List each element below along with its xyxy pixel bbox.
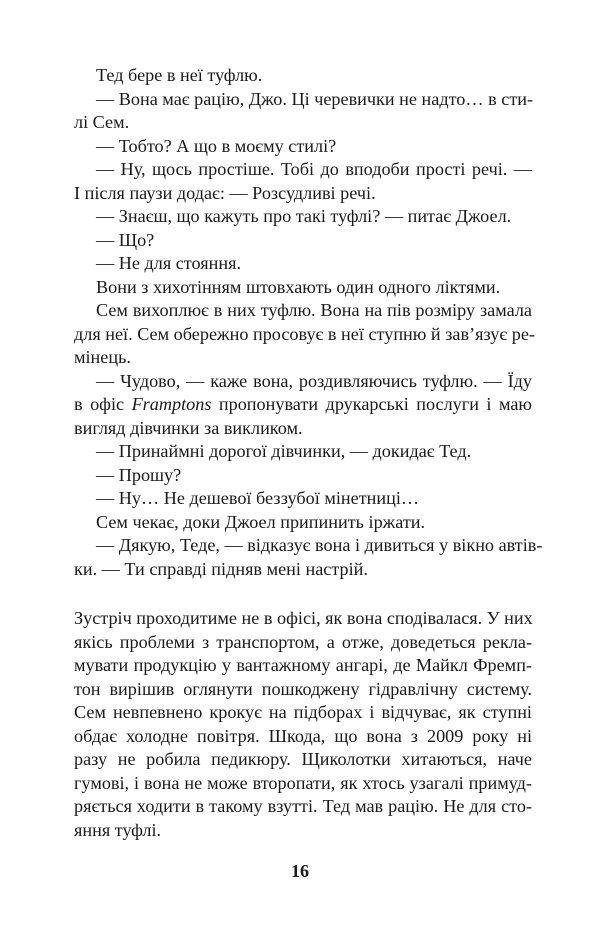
text-line: — Ну, щось простіше. Тобі до вподоби прості речі. — bbox=[96, 159, 532, 179]
text-segment: пропонувати друкарські послуги і маю bbox=[211, 394, 533, 414]
text-line: Сем вихоплює в них туфлю. Вона на пів розміру замала bbox=[96, 300, 532, 320]
text-line: вигляд дівчинки за викликом. bbox=[74, 417, 303, 438]
text-line: обдає холодне повітря. Шкода, що вона з 2009 року ні bbox=[74, 725, 532, 746]
italic-title: Framptons bbox=[131, 394, 212, 414]
text-line: Тед бере в неї туфлю. bbox=[96, 65, 263, 85]
text-line: яння туфлі. bbox=[74, 819, 162, 840]
text-line: гумові, і вона не може второпати, як хтось узагалі примуд- bbox=[74, 772, 532, 793]
dialogue-section bbox=[74, 64, 543, 581]
text-line: — Що? bbox=[96, 229, 155, 250]
text-line: — Принаймні дорогої дівчинки, — докидає Тед. bbox=[96, 441, 472, 461]
text-segment: в офіс bbox=[74, 394, 132, 414]
text-line: тон вирішив оглянути пошкоджену гідравлічну систему. bbox=[74, 678, 532, 699]
section-gap bbox=[74, 581, 532, 607]
text-line: мувати продукцію у вантажному ангарі, де Майкл Фремп- bbox=[74, 655, 532, 675]
text-line: Сем невпевнено крокує на підборах і відчуває, як ступні bbox=[74, 702, 532, 722]
text-line: — Чудово, — каже вона, роздивляючись туфлю. — Їду bbox=[96, 370, 532, 391]
text-line: — Дякую, Теде, — відказує вона і дивиться у вікно автів- bbox=[96, 535, 543, 555]
text-line: мінець. bbox=[74, 347, 131, 367]
text-line: Сем чекає, доки Джоел припинить іржати. bbox=[96, 511, 426, 532]
narrative-section bbox=[74, 607, 532, 842]
text-line: — Не для стояння. bbox=[96, 253, 242, 273]
text-line: — Знаєш, що кажуть про такі туфлі? — питає Джоел. bbox=[96, 206, 512, 226]
text-line: ряється ходити в такому взутті. Тед мав рацію. Не для сто- bbox=[74, 796, 532, 816]
text-line: І після паузи додає: — Розсудливі речі. bbox=[74, 182, 376, 203]
text-line: — Вона має рацію, Джо. Ці черевички не надто… в сти- bbox=[96, 88, 534, 109]
page-body bbox=[74, 64, 543, 842]
text-line: Вони з хихотінням штовхають один одного ліктями. bbox=[96, 276, 501, 297]
text-line: ки. — Ти справді підняв мені настрій. bbox=[74, 558, 368, 579]
text-line: лі Сем. bbox=[74, 112, 130, 132]
page-number: 16 bbox=[291, 861, 309, 881]
text-line: — Прошу? bbox=[96, 464, 182, 485]
text-line: Зустріч проходитиме не в офісі, як вона сподівалася. У них bbox=[74, 608, 533, 628]
text-line: разу не робила педикюру. Щиколотки хитаються, наче bbox=[74, 749, 532, 769]
text-line: — Тобто? А що в моєму стилі? bbox=[96, 135, 337, 156]
text-line: якісь проблеми з транспортом, а отже, доведеться рекла- bbox=[74, 631, 532, 652]
text-line: — Ну… Не дешевої беззубої мінетниці… bbox=[96, 488, 420, 508]
text-line: для неї. Сем обережно просовує в неї ступню й зав’язує ре- bbox=[74, 323, 535, 344]
text-line bbox=[74, 393, 532, 417]
